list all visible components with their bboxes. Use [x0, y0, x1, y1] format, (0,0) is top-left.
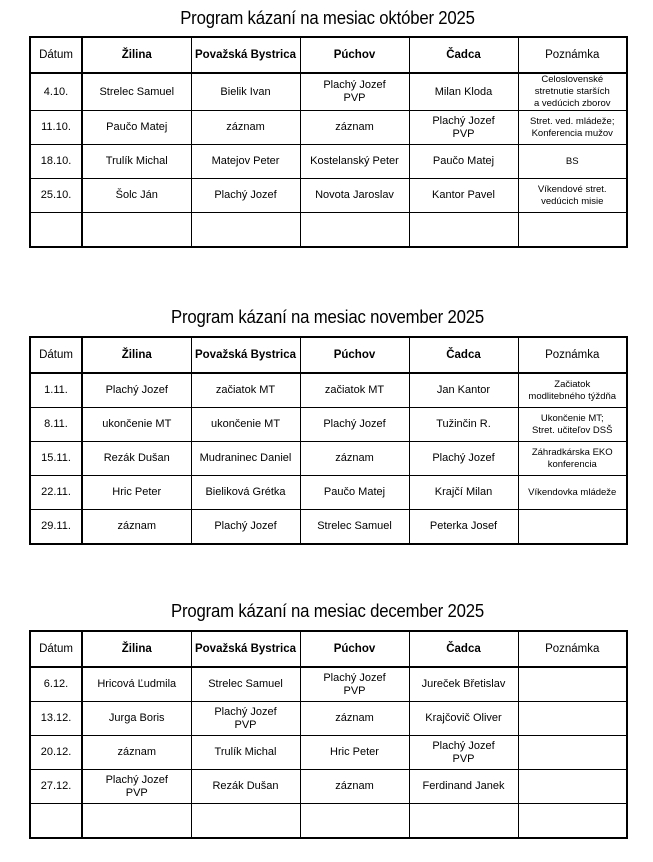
cell-zilina: Rezák Dušan: [82, 442, 191, 476]
cell-note: Celoslovenské stretnutie starších a vedúcich zborov: [518, 73, 627, 111]
cell-date: 8.11.: [30, 408, 82, 442]
table-row: [30, 510, 627, 545]
cell-puchov: záznam: [300, 702, 409, 736]
table-row: [30, 145, 627, 179]
cell-note: [518, 510, 627, 545]
header-row: [30, 37, 627, 73]
header-row: [30, 337, 627, 373]
header-note: Poznámka: [518, 631, 627, 667]
cell-puchov: [300, 804, 409, 839]
cell-cadca: Plachý Jozef PVP: [409, 111, 518, 145]
cell-zilina: Plachý Jozef PVP: [82, 770, 191, 804]
header-date: Dátum: [30, 337, 82, 373]
schedule-table: [29, 336, 628, 545]
cell-cadca: Plachý Jozef: [409, 442, 518, 476]
cell-puchov: Hric Peter: [300, 736, 409, 770]
cell-zilina: Jurga Boris: [82, 702, 191, 736]
cell-cadca: Tužinčin R.: [409, 408, 518, 442]
cell-puchov: Paučo Matej: [300, 476, 409, 510]
cell-date: 11.10.: [30, 111, 82, 145]
cell-date: 15.11.: [30, 442, 82, 476]
cell-povazska-bystrica: ukončenie MT: [191, 408, 300, 442]
table-row: [30, 770, 627, 804]
cell-date: 4.10.: [30, 73, 82, 111]
cell-date: 1.11.: [30, 373, 82, 408]
cell-note: [518, 804, 627, 839]
cell-puchov: Novota Jaroslav: [300, 179, 409, 213]
month-title: Program kázaní na mesiac december 2025: [170, 601, 485, 621]
header-cadca: Čadca: [409, 337, 518, 373]
header-puchov: Púchov: [300, 337, 409, 373]
cell-date: 18.10.: [30, 145, 82, 179]
cell-note: Víkendovka mládeže: [518, 476, 627, 510]
table-row: [30, 373, 627, 408]
cell-note: Záhradkárska EKO konferencia: [518, 442, 627, 476]
month-title: Program kázaní na mesiac október 2025: [180, 8, 475, 28]
cell-cadca: [409, 213, 518, 248]
header-zilina: Žilina: [82, 337, 191, 373]
cell-date: 13.12.: [30, 702, 82, 736]
cell-note: [518, 213, 627, 248]
schedule-table: [29, 630, 628, 839]
header-row: [30, 631, 627, 667]
cell-cadca: Krajčovič Oliver: [409, 702, 518, 736]
cell-povazska-bystrica: Plachý Jozef: [191, 179, 300, 213]
table-row: [30, 213, 627, 248]
cell-cadca: Jan Kantor: [409, 373, 518, 408]
cell-date: 27.12.: [30, 770, 82, 804]
cell-cadca: Milan Kloda: [409, 73, 518, 111]
cell-povazska-bystrica: Plachý Jozef: [191, 510, 300, 545]
header-puchov: Púchov: [300, 631, 409, 667]
cell-note: [518, 770, 627, 804]
header-cadca: Čadca: [409, 631, 518, 667]
cell-date: [30, 213, 82, 248]
cell-puchov: začiatok MT: [300, 373, 409, 408]
cell-zilina: Plachý Jozef: [82, 373, 191, 408]
cell-povazska-bystrica: Bieliková Grétka: [191, 476, 300, 510]
month-title: Program kázaní na mesiac november 2025: [170, 307, 485, 327]
cell-povazska-bystrica: Plachý Jozef PVP: [191, 702, 300, 736]
cell-zilina: Trulík Michal: [82, 145, 191, 179]
cell-zilina: Paučo Matej: [82, 111, 191, 145]
cell-note: Stret. ved. mládeže; Konferencia mužov: [518, 111, 627, 145]
cell-zilina: Šolc Ján: [82, 179, 191, 213]
cell-date: 20.12.: [30, 736, 82, 770]
header-povazska-bystrica: Považská Bystrica: [191, 37, 300, 73]
cell-zilina: Hric Peter: [82, 476, 191, 510]
cell-puchov: Kostelanský Peter: [300, 145, 409, 179]
cell-note: [518, 702, 627, 736]
header-zilina: Žilina: [82, 631, 191, 667]
cell-puchov: Plachý Jozef: [300, 408, 409, 442]
cell-zilina: [82, 213, 191, 248]
cell-date: 25.10.: [30, 179, 82, 213]
header-date: Dátum: [30, 631, 82, 667]
table-row: [30, 667, 627, 702]
cell-cadca: Jureček Břetislav: [409, 667, 518, 702]
table-row: [30, 804, 627, 839]
cell-note: Ukončenie MT; Stret. učiteľov DSŠ: [518, 408, 627, 442]
header-date: Dátum: [30, 37, 82, 73]
table-row: [30, 442, 627, 476]
cell-zilina: [82, 804, 191, 839]
header-cadca: Čadca: [409, 37, 518, 73]
cell-cadca: Krajčí Milan: [409, 476, 518, 510]
table-row: [30, 408, 627, 442]
cell-cadca: [409, 804, 518, 839]
cell-cadca: Paučo Matej: [409, 145, 518, 179]
cell-note: Začiatok modlitebného týždňa: [518, 373, 627, 408]
cell-date: 22.11.: [30, 476, 82, 510]
cell-cadca: Plachý Jozef PVP: [409, 736, 518, 770]
table-row: [30, 111, 627, 145]
cell-zilina: záznam: [82, 736, 191, 770]
cell-puchov: Plachý Jozef PVP: [300, 667, 409, 702]
cell-zilina: ukončenie MT: [82, 408, 191, 442]
cell-cadca: Kantor Pavel: [409, 179, 518, 213]
header-povazska-bystrica: Považská Bystrica: [191, 631, 300, 667]
schedule-table: [29, 36, 628, 248]
cell-cadca: Ferdinand Janek: [409, 770, 518, 804]
cell-cadca: Peterka Josef: [409, 510, 518, 545]
cell-note: [518, 667, 627, 702]
cell-povazska-bystrica: Bielik Ivan: [191, 73, 300, 111]
cell-note: Víkendové stret. vedúcich misie: [518, 179, 627, 213]
cell-povazska-bystrica: Strelec Samuel: [191, 667, 300, 702]
table-row: [30, 73, 627, 111]
cell-puchov: záznam: [300, 442, 409, 476]
cell-puchov: záznam: [300, 111, 409, 145]
table-row: [30, 476, 627, 510]
cell-note: BS: [518, 145, 627, 179]
cell-puchov: záznam: [300, 770, 409, 804]
cell-zilina: Hricová Ľudmila: [82, 667, 191, 702]
cell-povazska-bystrica: Matejov Peter: [191, 145, 300, 179]
cell-zilina: Strelec Samuel: [82, 73, 191, 111]
cell-date: 6.12.: [30, 667, 82, 702]
cell-date: 29.11.: [30, 510, 82, 545]
cell-povazska-bystrica: Trulík Michal: [191, 736, 300, 770]
table-row: [30, 179, 627, 213]
cell-puchov: Strelec Samuel: [300, 510, 409, 545]
cell-puchov: [300, 213, 409, 248]
cell-zilina: záznam: [82, 510, 191, 545]
header-zilina: Žilina: [82, 37, 191, 73]
cell-povazska-bystrica: Rezák Dušan: [191, 770, 300, 804]
header-puchov: Púchov: [300, 37, 409, 73]
cell-povazska-bystrica: Mudraninec Daniel: [191, 442, 300, 476]
cell-povazska-bystrica: [191, 213, 300, 248]
header-note: Poznámka: [518, 37, 627, 73]
cell-povazska-bystrica: začiatok MT: [191, 373, 300, 408]
cell-povazska-bystrica: záznam: [191, 111, 300, 145]
header-note: Poznámka: [518, 337, 627, 373]
table-row: [30, 702, 627, 736]
cell-note: [518, 736, 627, 770]
cell-date: [30, 804, 82, 839]
cell-povazska-bystrica: [191, 804, 300, 839]
cell-puchov: Plachý Jozef PVP: [300, 73, 409, 111]
header-povazska-bystrica: Považská Bystrica: [191, 337, 300, 373]
table-row: [30, 736, 627, 770]
